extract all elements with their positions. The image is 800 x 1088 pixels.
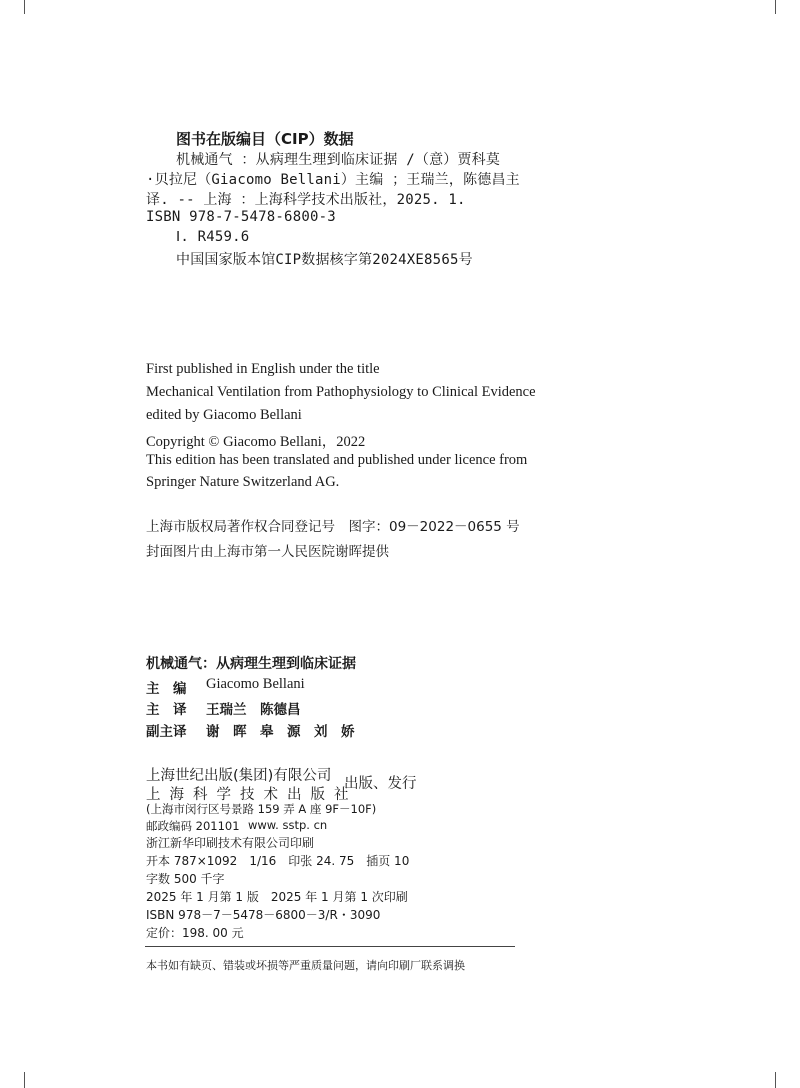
publisher-role: 出版、发行 [344,776,417,792]
cip-line-1: 机械通气 ：从病理生理到临床证据 /（意）贾科莫 [176,152,501,168]
print-isbn: ISBN 978－7－5478－6800－3/R・3090 [146,908,381,922]
assoc-translator-names: 谢 晖 皋 源 刘 娇 [206,724,355,740]
cip-line-3: 译. -- 上海 ：上海科学技术出版社，2025. 1. [146,192,466,208]
print-edition: 2025 年 1 月第 1 版 2025 年 1 月第 1 次印刷 [146,890,408,904]
cip-heading: 图书在版编目（CIP）数据 [176,130,354,148]
editor-label: 主 编 [146,681,187,697]
notice-divider [145,946,515,947]
crop-mark-top-right [775,0,776,14]
publisher-group: 上海世纪出版(集团)有限公司 [146,768,332,784]
cip-line-4: ISBN 978-7-5478-6800-3 [146,209,336,225]
translator-names: 王瑞兰 陈德昌 [206,702,301,718]
cip-line-6: 中国国家版本馆CIP数据核字第2024XE8565号 [176,252,473,268]
english-line-5: This edition has been translated and published under licence from [146,452,528,468]
crop-mark-bottom-right [775,1072,776,1088]
cip-line-5: Ⅰ. R459.6 [176,229,250,245]
crop-mark-bottom-left [24,1072,25,1088]
english-line-6: Springer Nature Switzerland AG. [146,474,340,490]
print-word-count: 字数 500 千字 [146,872,225,886]
english-line-2: Mechanical Ventilation from Pathophysiology to Clinical Evidence [146,384,536,400]
cip-line-2: ·贝拉尼（Giacomo Bellani）主编 ；王瑞兰，陈德昌主 [146,172,520,188]
publisher-address: (上海市闵行区号景路 159 弄 A 座 9F－10F) [146,802,377,816]
print-price: 定价：198. 00 元 [146,926,244,940]
english-line-1: First published in English under the title [146,361,380,377]
printer-name: 浙江新华印刷技术有限公司印刷 [146,836,315,850]
print-format: 开本 787×1092 1/16 印张 24. 75 插页 10 [146,854,410,868]
cover-image-credit: 封面图片由上海市第一人民医院谢晖提供 [146,544,389,560]
editor-name: Giacomo Bellani [206,676,305,692]
crop-mark-top-left [24,0,25,14]
assoc-translator-label: 副主译 [146,724,187,740]
publisher-website: www. sstp. cn [248,818,328,832]
publisher-postcode: 邮政编码 201101 [146,819,240,833]
publisher-name: 上海科学技术出版社 [146,787,358,803]
quality-notice: 本书如有缺页、错装或坏损等严重质量问题，请向印刷厂联系调换 [146,959,465,972]
english-line-4: Copyright © Giacomo Bellani，2022 [146,434,366,450]
english-line-3: edited by Giacomo Bellani [146,407,302,423]
book-title: 机械通气：从病理生理到临床证据 [146,656,356,672]
copyright-contract-number: 上海市版权局著作权合同登记号 图字：09－2022－0655 号 [146,519,520,535]
translator-label: 主 译 [146,702,187,718]
